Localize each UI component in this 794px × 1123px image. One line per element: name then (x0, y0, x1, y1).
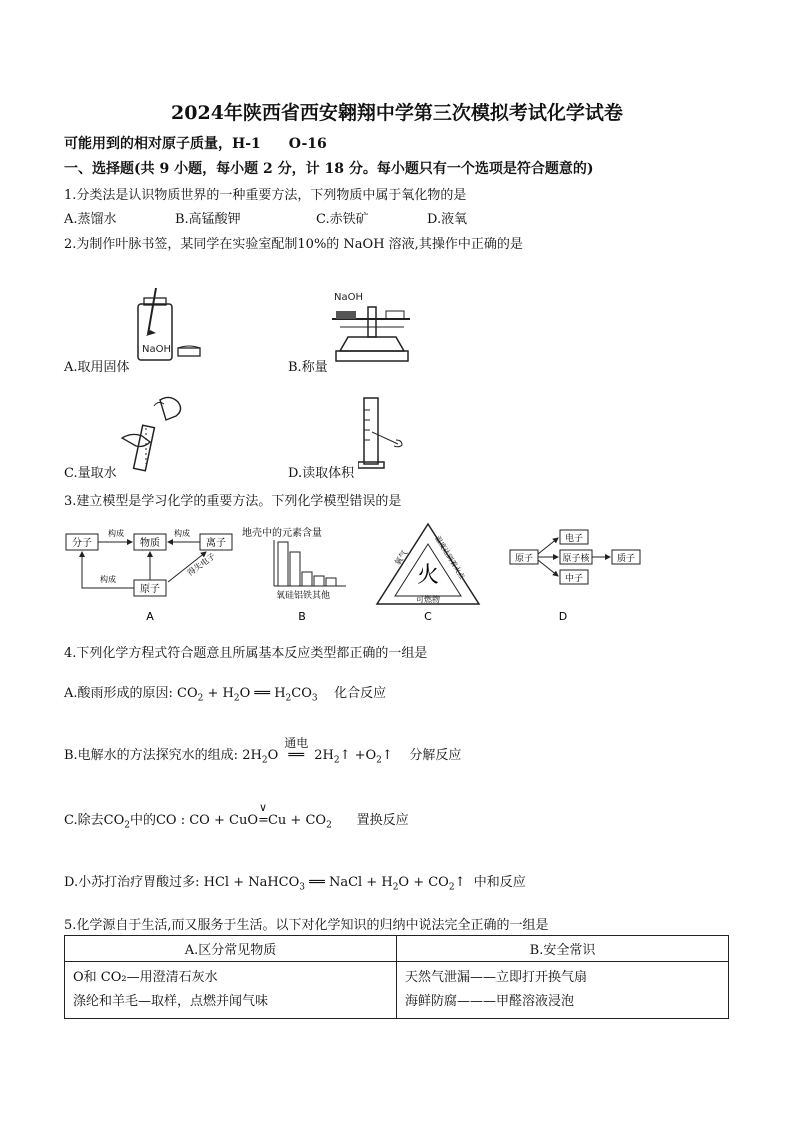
side-oxygen: 氧气 (393, 548, 410, 568)
label-constitutes-2: 构成 (174, 529, 190, 538)
q4-b-condition: 通电 (284, 736, 309, 750)
node-proton: 质子 (616, 554, 636, 564)
q2-option-a: A.取用固体 (64, 360, 130, 375)
fig-take-solid (128, 286, 208, 366)
q4-option-a: A.酸雨形成的原因: $CO_2 + H_2O$ ══ $H_2CO_3$ 化合反应 (64, 686, 387, 704)
q4-d-prefix: D.小苏打治疗胃酸过多: (64, 875, 200, 890)
cell-b-line-1: 天然气泄漏——立即打开换气扇 (405, 970, 588, 985)
ylabel-1: 地壳中的元素含量 (242, 528, 322, 539)
side-combustible: 可燃物 (416, 595, 440, 604)
side-temperature: 温度达到着火点 (433, 534, 467, 581)
atomic-mass-line: 可能用到的相对原子质量，H-1 O-16 (64, 136, 327, 152)
node-neutron: 中子 (564, 574, 584, 584)
cell-b-line-2: 海鲜防腐———甲醛溶液浸泡 (405, 994, 575, 1009)
question-3-stem: 3.建立模型是学习化学的重要方法。下列化学模型错误的是 (64, 494, 402, 509)
node-electron: 电子 (564, 534, 584, 544)
node-atom-d: 原子 (514, 554, 534, 564)
q2-option-b: B.称量 (288, 360, 328, 375)
fig-3c-fire-triangle (373, 520, 483, 622)
node-molecule: 分子 (72, 538, 92, 549)
q4-c-prefix: C.除去 (64, 813, 104, 828)
fig-label-b: B (298, 610, 306, 622)
xlabel: 氧硅铝铁其他 (276, 591, 331, 601)
section-heading: 一、选择题(共 9 小题，每小题 2 分，计 18 分。每小题只有一个选项是符合题意的) (64, 161, 594, 177)
label-constitutes-1: 构成 (108, 529, 124, 538)
fig-3a-concept-map (64, 524, 234, 624)
node-nucleus: 原子核 (562, 554, 590, 564)
fig-label-d: D (558, 610, 568, 622)
cell-a-line-1: O和 CO₂—用澄清石灰水 (73, 970, 218, 985)
label-constitutes-3: 构成 (100, 575, 116, 584)
fig-balance (328, 287, 418, 367)
fig-label-c: C (424, 610, 432, 622)
q5-table (64, 935, 729, 1019)
q4-option-b: B.电解水的方法探究水的组成: $2H_2O$ 通电 ══ $2H_2↑$ $+O_2↑$ 分解反应 (64, 736, 462, 766)
node-atom: 原子 (140, 584, 160, 595)
table-cell-b (397, 962, 729, 1019)
q1-option-c: C.赤铁矿 (316, 212, 369, 227)
center-fire: 火 (416, 563, 440, 588)
q1-option-b: B.高锰酸钾 (175, 212, 241, 227)
node-substance: 物质 (140, 538, 160, 549)
q4-b-prefix: B.电解水的方法探究水的组成: (64, 748, 239, 763)
q4-c-type: 置换反应 (356, 813, 409, 828)
node-ion: 离子 (206, 538, 226, 549)
question-5-stem: 5.化学源自于生活,而又服务于生活。以下对化学知识的归纳中说法完全正确的一组是 (64, 918, 549, 933)
q2-option-c: C.量取水 (64, 466, 117, 481)
q4-d-type: 中和反应 (473, 875, 526, 890)
fig-label-a: A (146, 610, 154, 623)
cell-a-line-2: 涤纶和羊毛—取样，点燃并闻气味 (73, 994, 269, 1009)
question-1-stem: 1.分类法是认识物质世界的一种重要方法，下列物质中属于氧化物的是 (64, 188, 467, 203)
label-gain-lose: 得失电子 (185, 551, 218, 578)
q4-option-c: C.除去$CO_2$中的CO : CO + CuO ∨ $=Cu + CO_2$ 置换反应 (64, 801, 409, 831)
fig-measure-water (118, 392, 198, 474)
table-cell-a (65, 962, 397, 1019)
q4-option-d: D.小苏打治疗胃酸过多: HCl + NaHCO$_3$ ══ NaCl + $H_2O$ + $CO_2↑$ 中和反应 (64, 875, 526, 893)
balance-label-text: NaOH (334, 292, 363, 303)
q4-a-type: 化合反应 (334, 686, 387, 701)
q2-option-d: D.读取体积 (288, 466, 355, 481)
q1-option-d: D.液氧 (427, 212, 468, 227)
table-header-b: B.安全常识 (397, 936, 729, 962)
q4-b-type: 分解反应 (409, 748, 462, 763)
fig-read-volume (358, 396, 408, 470)
page-title: 2024年陕西省西安翱翔中学第三次模拟考试化学试卷 (171, 102, 623, 124)
question-4-stem: 4.下列化学方程式符合题意且所属基本反应类型都正确的一组是 (64, 646, 428, 661)
fig-3b-element-abundance (240, 526, 350, 622)
q1-option-a: A.蒸馏水 (64, 212, 117, 227)
bottle-label-text: NaOH (142, 344, 171, 355)
question-2-stem: 2.为制作叶脉书签，某同学在实验室配制10%的 NaOH 溶液,其操作中正确的是 (64, 237, 523, 252)
fig-3d-atom-structure (508, 526, 644, 622)
q4-c-prefix2: 中的 (129, 813, 156, 828)
table-header-a: A.区分常见物质 (65, 936, 397, 962)
q4-a-prefix: A.酸雨形成的原因: (64, 686, 173, 701)
